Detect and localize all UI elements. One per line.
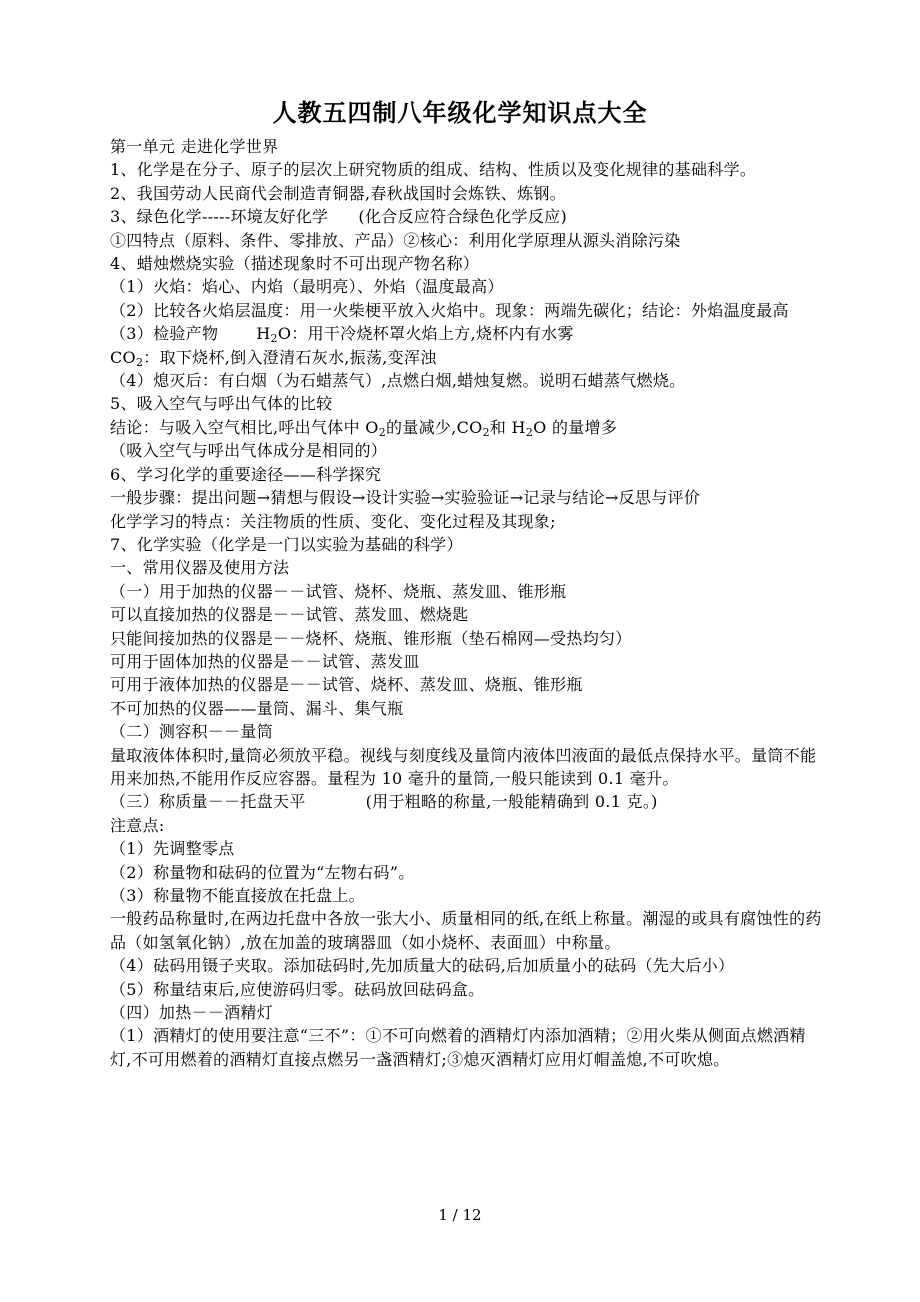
paragraph: （二）测容积－－量筒: [110, 722, 274, 742]
paragraph: 可用于液体加热的仪器是－－试管、烧杯、蒸发皿、烧瓶、锥形瓶: [110, 675, 583, 695]
paragraph: （四）加热－－酒精灯: [110, 1003, 274, 1023]
text-span: (化合反应符合绿色化学反应): [358, 207, 567, 227]
text-span: (用于粗略的称量,一般能精确到 0.1 克。): [365, 792, 658, 812]
subscript: 2: [270, 332, 278, 346]
paragraph: （吸入空气与呼出气体成分是相同的）: [110, 441, 388, 461]
paragraph: （1）酒精灯的使用要注意“三不”：①不可向燃着的酒精灯内添加酒精；②用火柴从侧面点燃酒精灯,不可用燃着的酒精灯直接点燃另一盏酒精灯;③熄灭酒精灯应用灯帽盖熄,不可吹熄。: [110, 1026, 806, 1069]
text-span: 和 H: [489, 417, 526, 437]
paragraph: 可以直接加热的仪器是－－试管、蒸发皿、燃烧匙: [110, 605, 469, 625]
document-title: 人教五四制八年级化学知识点大全: [272, 99, 648, 127]
text-span: CO: [110, 347, 136, 367]
paragraph: 6、学习化学的重要途径——科学探究: [110, 464, 382, 484]
unit-heading: 第一单元 走进化学世界: [110, 137, 279, 156]
text-span: H: [256, 324, 271, 344]
paragraph: [110, 205, 822, 228]
subscript: 2: [378, 425, 387, 439]
text-span: ：取下烧杯,倒入澄清石灰水,振荡,变浑浊: [143, 347, 437, 367]
section-heading: 一、常用仪器及使用方法: [110, 558, 290, 578]
text-span: O 的量增多: [533, 417, 618, 437]
paragraph: 2、我国劳动人民商代会制造青铜器,春秋战国时会炼铁、炼钢。: [110, 183, 566, 203]
paragraph: （一）用于加热的仪器－－试管、烧杯、烧瓶、蒸发皿、锥形瓶: [110, 581, 567, 601]
paragraph: [110, 416, 822, 439]
paragraph: 4、蜡烛燃烧实验（描述现象时不可出现产物名称）: [110, 254, 480, 274]
paragraph: 可用于固体加热的仪器是－－试管、蒸发皿: [110, 651, 420, 671]
text-span: O：用干冷烧杯罩火焰上方,烧杯内有水雾: [277, 324, 574, 344]
paragraph: （1）先调整零点: [110, 839, 235, 859]
text-span: （3）检验产物: [110, 324, 219, 344]
paragraph: [110, 790, 822, 813]
subscript: 2: [482, 425, 490, 439]
paragraph: [110, 346, 822, 369]
text-span: 结论：与吸入空气相比,呼出气体中 O: [110, 417, 379, 437]
page-number: 1 / 12: [438, 1206, 482, 1224]
paragraph: 化学学习的特点：关注物质的性质、变化、变化过程及其现象;: [110, 511, 556, 531]
paragraph: （4）熄灭后：有白烟（为石蜡蒸气）,点燃白烟,蜡烛复燃。说明石蜡蒸气燃烧。: [110, 371, 686, 391]
paragraph: （2）称量物和砝码的位置为“左物右码”。: [110, 862, 415, 882]
paragraph: 1、化学是在分子、原子的层次上研究物质的组成、结构、性质以及变化规律的基础科学。: [110, 160, 757, 180]
subscript: 2: [135, 355, 144, 369]
paragraph: （3）称量物不能直接放在托盘上。: [110, 886, 365, 905]
text-span: （三）称质量－－托盘天平: [110, 792, 306, 812]
text-span: 的量减少,CO: [386, 417, 483, 437]
paragraph: 不可加热的仪器——量筒、漏斗、集气瓶: [110, 698, 404, 718]
paragraph: （5）称量结束后,应使游码归零。砝码放回砝码盒。: [110, 979, 485, 999]
paragraph: 7、化学实验（化学是一门以实验为基础的科学）: [110, 534, 463, 554]
paragraph: 只能间接加热的仪器是－－烧杯、烧瓶、锥形瓶（垫石棉网—受热均匀）: [110, 628, 632, 648]
paragraph: 注意点:: [110, 815, 165, 835]
subscript: 2: [525, 425, 534, 439]
paragraph: 一般步骤：提出问题→猜想与假设→设计实验→实验验证→记录与结论→反思与评价: [110, 488, 701, 508]
paragraph: （2）比较各火焰层温度：用一火柴梗平放入火焰中。现象：两端先碳化；结论：外焰温度最高: [110, 300, 789, 320]
paragraph: （1）火焰：焰心、内焰（最明亮）、外焰（温度最高）: [110, 277, 504, 297]
paragraph: 量取液体体积时,量筒必须放平稳。视线与刻度线及量筒内液体凹液面的最低点保持水平。量筒不能用来加热,不能用作反应容器。量程为 10 毫升的量筒,一般只能读到 0.1 毫升。: [110, 745, 817, 788]
paragraph: ①四特点（原料、条件、零排放、产品）②核心：利用化学原理从源头消除污染: [110, 230, 681, 250]
paragraph: 一般药品称量时,在两边托盘中各放一张大小、质量相同的纸,在纸上称量。潮湿的或具有腐蚀性的药品（如氢氧化钠）,放在加盖的玻璃器皿（如小烧杯、表面皿）中称量。: [110, 909, 822, 952]
paragraph: 5、吸入空气与呼出气体的比较: [110, 394, 333, 414]
paragraph: [110, 322, 822, 345]
text-span: 3、绿色化学-----环境友好化学: [110, 207, 329, 227]
paragraph: （4）砝码用镊子夹取。添加砝码时,先加质量大的砝码,后加质量小的砝码（先大后小）: [110, 956, 735, 976]
document-body: [110, 135, 822, 1071]
